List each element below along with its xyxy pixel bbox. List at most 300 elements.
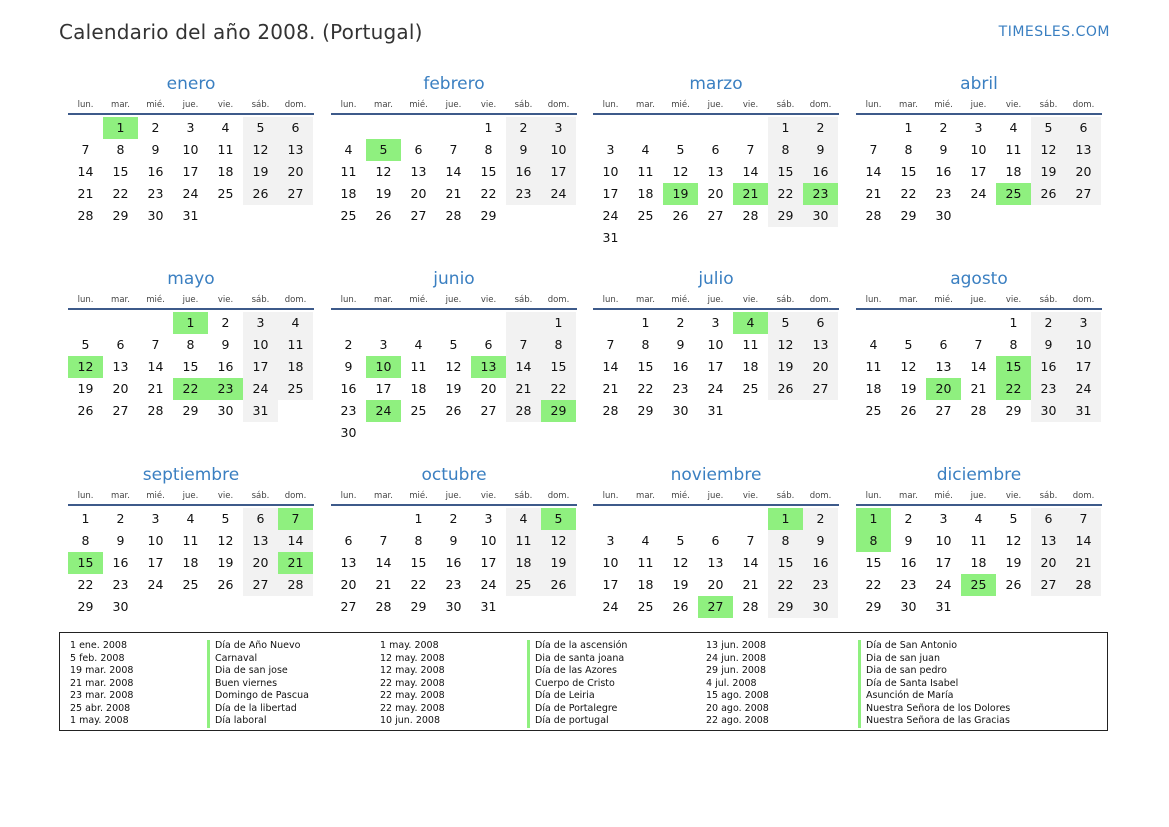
day-grid	[856, 508, 1102, 618]
legend-date: 5 feb. 2008	[70, 652, 125, 664]
empty-day-cell	[436, 312, 471, 334]
day-cell: 17	[243, 356, 278, 378]
weekday-label: dom.	[809, 295, 832, 305]
weekday-label: dom.	[284, 491, 307, 501]
weekday-label: lun.	[865, 100, 882, 110]
day-cell: 13	[278, 139, 313, 161]
legend-date: 12 may. 2008	[380, 652, 445, 664]
holiday-day-cell: 24	[366, 400, 401, 422]
day-cell: 24	[541, 183, 576, 205]
day-cell: 3	[379, 337, 388, 352]
legend-date: 29 jun. 2008	[706, 665, 767, 676]
day-cell: 28	[1066, 574, 1101, 596]
day-cell: 31	[1066, 400, 1101, 422]
day-cell: 16	[147, 164, 164, 179]
day-cell: 3	[186, 120, 195, 135]
day-cell: 22	[768, 183, 803, 205]
weekday-label: mié.	[934, 295, 953, 305]
day-cell: 20	[278, 161, 313, 183]
day-cell: 2	[449, 511, 458, 526]
day-grid	[331, 117, 577, 227]
holiday-day-cell: 10	[366, 356, 401, 378]
day-cell: 15	[768, 161, 803, 183]
legend-date: 15 ago. 2008	[706, 690, 769, 701]
day-cell: 10	[243, 334, 278, 356]
day-cell: 2	[344, 337, 353, 352]
day-cell: 15	[410, 555, 427, 570]
day-cell: 26	[672, 208, 689, 223]
day-cell: 4	[344, 142, 353, 157]
day-cell: 11	[970, 533, 987, 548]
day-cell: 3	[541, 117, 576, 139]
day-cell: 5	[676, 533, 685, 548]
holiday-day-cell: 7	[278, 508, 313, 530]
day-cell: 13	[935, 359, 952, 374]
day-cell: 17	[970, 164, 987, 179]
day-cell: 26	[900, 403, 917, 418]
legend-holiday-name: Nuestra Señora de los Dolores	[858, 703, 1010, 716]
day-cell: 11	[410, 359, 427, 374]
weekday-label: mié.	[146, 295, 165, 305]
legend-date: 23 mar. 2008	[70, 690, 134, 701]
month-name: marzo	[689, 74, 743, 94]
legend-holiday-name: Día laboral	[207, 715, 309, 728]
day-cell: 7	[1066, 508, 1101, 530]
day-cell: 3	[243, 312, 278, 334]
weekday-header	[593, 294, 839, 310]
day-cell: 20	[340, 577, 357, 592]
legend-holiday-name: Dia de san jose	[207, 665, 309, 678]
day-cell: 20	[1066, 161, 1101, 183]
weekday-label: mar.	[636, 100, 655, 110]
empty-day-cell	[331, 508, 366, 530]
day-cell: 22	[637, 381, 654, 396]
day-cell: 2	[904, 511, 913, 526]
day-cell: 10	[707, 337, 724, 352]
weekday-label: mié.	[934, 100, 953, 110]
legend-date: 1 ene. 2008	[70, 640, 127, 651]
day-cell: 16	[803, 161, 838, 183]
day-cell: 27	[243, 574, 278, 596]
weekday-label: dom.	[284, 295, 307, 305]
month-name: julio	[698, 269, 734, 289]
holiday-day-cell: 23	[803, 183, 838, 205]
empty-day-cell	[926, 312, 961, 334]
day-cell: 21	[970, 381, 987, 396]
day-cell: 29	[900, 208, 917, 223]
day-cell: 6	[1066, 117, 1101, 139]
weekday-label: vie.	[480, 295, 497, 305]
day-cell: 9	[939, 142, 948, 157]
day-cell: 13	[112, 359, 129, 374]
day-cell: 29	[768, 205, 803, 227]
day-cell: 30	[900, 599, 917, 614]
day-cell: 15	[480, 164, 497, 179]
day-cell: 8	[414, 533, 423, 548]
empty-day-cell	[471, 312, 506, 334]
day-cell: 8	[186, 337, 195, 352]
weekday-label: lun.	[77, 100, 94, 110]
day-cell: 1	[484, 120, 493, 135]
day-cell: 3	[939, 511, 948, 526]
day-cell: 27	[707, 208, 724, 223]
day-cell: 12	[672, 164, 689, 179]
empty-day-cell	[506, 312, 541, 334]
holiday-day-cell: 8	[856, 530, 891, 552]
day-cell: 7	[606, 337, 615, 352]
day-cell: 17	[707, 359, 724, 374]
day-cell: 8	[768, 139, 803, 161]
day-cell: 21	[865, 186, 882, 201]
weekday-header	[856, 99, 1102, 115]
day-cell: 25	[865, 403, 882, 418]
day-cell: 28	[77, 208, 94, 223]
holiday-day-cell: 22	[996, 378, 1031, 400]
day-cell: 15	[637, 359, 654, 374]
day-cell: 31	[935, 599, 952, 614]
day-cell: 5	[221, 511, 230, 526]
weekday-label: mar.	[374, 295, 393, 305]
empty-day-cell	[698, 508, 733, 530]
weekday-label: jue.	[445, 295, 462, 305]
day-cell: 11	[865, 359, 882, 374]
day-cell: 14	[1066, 530, 1101, 552]
day-cell: 20	[410, 186, 427, 201]
weekday-label: dom.	[547, 491, 570, 501]
holiday-day-cell: 1	[856, 508, 891, 530]
day-cell: 16	[112, 555, 129, 570]
day-cell: 6	[278, 117, 313, 139]
day-cell: 19	[1031, 161, 1066, 183]
day-cell: 18	[742, 359, 759, 374]
weekday-label: mié.	[409, 100, 428, 110]
day-cell: 5	[449, 337, 458, 352]
day-cell: 29	[112, 208, 129, 223]
weekday-label: vie.	[1005, 295, 1022, 305]
empty-day-cell	[628, 117, 663, 139]
empty-day-cell	[436, 117, 471, 139]
day-cell: 7	[869, 142, 878, 157]
legend-date: 22 may. 2008	[380, 690, 445, 701]
day-cell: 28	[742, 208, 759, 223]
legend-date: 1 may. 2008	[70, 715, 129, 726]
day-cell: 28	[602, 403, 619, 418]
day-cell: 25	[637, 208, 654, 223]
weekday-label: sáb.	[514, 100, 533, 110]
day-cell: 3	[1066, 312, 1101, 334]
day-cell: 11	[742, 337, 759, 352]
empty-day-cell	[856, 117, 891, 139]
day-cell: 29	[77, 599, 94, 614]
day-cell: 12	[1031, 139, 1066, 161]
day-cell: 14	[742, 555, 759, 570]
day-cell: 6	[414, 142, 423, 157]
legend-date: 21 mar. 2008	[70, 677, 134, 689]
day-cell: 22	[865, 577, 882, 592]
day-cell: 2	[151, 120, 160, 135]
day-cell: 22	[112, 186, 129, 201]
weekday-label: mié.	[934, 491, 953, 501]
day-cell: 2	[116, 511, 125, 526]
day-cell: 14	[278, 530, 313, 552]
holiday-day-cell: 23	[208, 378, 243, 400]
day-cell: 18	[1005, 164, 1022, 179]
day-cell: 16	[217, 359, 234, 374]
day-cell: 28	[742, 599, 759, 614]
day-cell: 22	[900, 186, 917, 201]
legend-holiday-name: Día de San Antonio	[858, 640, 1010, 653]
day-cell: 18	[865, 381, 882, 396]
holiday-day-cell: 1	[173, 312, 208, 334]
day-cell: 15	[900, 164, 917, 179]
weekday-label: jue.	[707, 295, 724, 305]
day-cell: 27	[112, 403, 129, 418]
weekday-label: mié.	[146, 100, 165, 110]
holiday-day-cell: 20	[926, 378, 961, 400]
empty-day-cell	[103, 312, 138, 334]
day-cell: 17	[602, 577, 619, 592]
day-cell: 7	[379, 533, 388, 548]
holiday-day-cell: 1	[768, 508, 803, 530]
day-cell: 26	[541, 574, 576, 596]
day-cell: 3	[711, 315, 720, 330]
weekday-label: sáb.	[251, 100, 270, 110]
weekday-label: mar.	[899, 100, 918, 110]
day-cell: 9	[1031, 334, 1066, 356]
day-cell: 27	[935, 403, 952, 418]
day-cell: 10	[602, 164, 619, 179]
day-cell: 5	[81, 337, 90, 352]
empty-day-cell	[366, 117, 401, 139]
day-cell: 26	[445, 403, 462, 418]
weekday-label: dom.	[809, 491, 832, 501]
day-cell: 6	[803, 312, 838, 334]
day-cell: 13	[410, 164, 427, 179]
weekday-label: mar.	[111, 491, 130, 501]
day-cell: 8	[116, 142, 125, 157]
day-cell: 23	[112, 577, 129, 592]
day-cell: 2	[939, 120, 948, 135]
day-cell: 9	[151, 142, 160, 157]
day-cell: 25	[410, 403, 427, 418]
month-abril	[856, 73, 1102, 227]
day-cell: 1	[1009, 315, 1018, 330]
day-cell: 29	[865, 599, 882, 614]
legend-date: 22 ago. 2008	[706, 715, 769, 726]
legend-holiday-name: Dia de santa joana	[527, 653, 627, 666]
day-cell: 12	[900, 359, 917, 374]
weekday-label: jue.	[445, 100, 462, 110]
legend-date: 20 ago. 2008	[706, 702, 769, 714]
day-cell: 17	[182, 164, 199, 179]
day-cell: 14	[375, 555, 392, 570]
day-cell: 18	[506, 552, 541, 574]
day-cell: 30	[803, 596, 838, 618]
day-grid	[856, 117, 1102, 227]
day-cell: 26	[768, 378, 803, 400]
day-cell: 31	[480, 599, 497, 614]
weekday-label: sáb.	[1039, 100, 1058, 110]
day-cell: 8	[1009, 337, 1018, 352]
day-cell: 19	[1005, 555, 1022, 570]
day-cell: 24	[602, 599, 619, 614]
day-cell: 17	[480, 555, 497, 570]
day-cell: 29	[768, 596, 803, 618]
day-cell: 9	[221, 337, 230, 352]
day-cell: 24	[243, 378, 278, 400]
day-cell: 11	[278, 334, 313, 356]
weekday-label: jue.	[970, 295, 987, 305]
legend-holiday-name: Día de Leiria	[527, 690, 627, 703]
day-cell: 16	[803, 552, 838, 574]
holiday-day-cell: 13	[471, 356, 506, 378]
day-cell: 18	[637, 577, 654, 592]
day-cell: 12	[672, 555, 689, 570]
day-cell: 9	[904, 533, 913, 548]
day-cell: 26	[1031, 183, 1066, 205]
holiday-day-cell: 21	[278, 552, 313, 574]
day-cell: 6	[711, 533, 720, 548]
day-cell: 23	[900, 577, 917, 592]
day-cell: 19	[77, 381, 94, 396]
day-cell: 24	[182, 186, 199, 201]
month-febrero	[331, 73, 577, 227]
day-cell: 13	[707, 164, 724, 179]
weekday-label: vie.	[742, 100, 759, 110]
day-cell: 29	[182, 403, 199, 418]
day-cell: 10	[541, 139, 576, 161]
day-cell: 3	[606, 533, 615, 548]
day-cell: 19	[541, 552, 576, 574]
day-cell: 9	[344, 359, 353, 374]
holiday-day-cell: 5	[366, 139, 401, 161]
empty-day-cell	[628, 508, 663, 530]
weekday-label: vie.	[1005, 100, 1022, 110]
month-name: septiembre	[142, 465, 240, 485]
day-cell: 6	[243, 508, 278, 530]
legend-holiday-name: Domingo de Pascua	[207, 690, 309, 703]
day-cell: 22	[480, 186, 497, 201]
day-cell: 4	[506, 508, 541, 530]
day-cell: 25	[506, 574, 541, 596]
weekday-label: mar.	[636, 491, 655, 501]
day-cell: 2	[676, 315, 685, 330]
holiday-day-cell: 12	[68, 356, 103, 378]
weekday-label: dom.	[809, 100, 832, 110]
empty-day-cell	[961, 312, 996, 334]
weekday-header	[593, 99, 839, 115]
day-cell: 11	[506, 530, 541, 552]
day-cell: 31	[602, 230, 619, 245]
day-cell: 15	[541, 356, 576, 378]
day-cell: 9	[116, 533, 125, 548]
holiday-day-cell: 19	[663, 183, 698, 205]
weekday-label: lun.	[865, 491, 882, 501]
day-cell: 3	[484, 511, 493, 526]
weekday-label: dom.	[1072, 491, 1095, 501]
day-cell: 1	[541, 312, 576, 334]
day-cell: 12	[1005, 533, 1022, 548]
day-cell: 5	[768, 312, 803, 334]
day-cell: 17	[375, 381, 392, 396]
month-noviembre	[593, 464, 839, 618]
brand-link[interactable]: TIMESLES.COM	[998, 24, 1110, 40]
day-cell: 1	[641, 315, 650, 330]
holiday-day-cell: 4	[733, 312, 768, 334]
day-cell: 10	[147, 533, 164, 548]
day-cell: 12	[217, 533, 234, 548]
day-cell: 21	[445, 186, 462, 201]
weekday-label: lun.	[77, 295, 94, 305]
weekday-label: mié.	[671, 100, 690, 110]
weekday-label: lun.	[865, 295, 882, 305]
legend-date: 4 jul. 2008	[706, 677, 757, 689]
day-cell: 18	[278, 356, 313, 378]
day-cell: 26	[1005, 577, 1022, 592]
day-cell: 21	[147, 381, 164, 396]
day-cell: 5	[904, 337, 913, 352]
day-cell: 23	[672, 381, 689, 396]
day-cell: 13	[340, 555, 357, 570]
holiday-day-cell: 25	[961, 574, 996, 596]
day-cell: 11	[340, 164, 357, 179]
month-name: agosto	[950, 269, 1008, 289]
weekday-label: dom.	[1072, 295, 1095, 305]
day-cell: 27	[410, 208, 427, 223]
day-cell: 1	[768, 117, 803, 139]
weekday-header	[331, 294, 577, 310]
day-cell: 20	[112, 381, 129, 396]
legend-names-col-1	[207, 640, 309, 728]
day-cell: 29	[410, 599, 427, 614]
empty-day-cell	[593, 508, 628, 530]
day-cell: 17	[541, 161, 576, 183]
legend-date: 10 jun. 2008	[380, 715, 441, 726]
weekday-label: mar.	[374, 491, 393, 501]
day-cell: 14	[445, 164, 462, 179]
legend-holiday-name: Día de la libertad	[207, 703, 309, 716]
day-cell: 21	[602, 381, 619, 396]
empty-day-cell	[733, 508, 768, 530]
day-cell: 30	[112, 599, 129, 614]
day-grid	[68, 508, 314, 618]
weekday-label: lun.	[602, 100, 619, 110]
weekday-label: dom.	[284, 100, 307, 110]
month-septiembre	[68, 464, 314, 618]
day-cell: 22	[541, 378, 576, 400]
day-cell: 19	[217, 555, 234, 570]
legend-names-col-3	[858, 640, 1010, 728]
day-cell: 28	[147, 403, 164, 418]
day-cell: 3	[151, 511, 160, 526]
day-cell: 3	[606, 142, 615, 157]
weekday-header	[68, 490, 314, 506]
day-cell: 30	[1031, 400, 1066, 422]
weekday-header	[593, 490, 839, 506]
empty-day-cell	[593, 312, 628, 334]
day-cell: 14	[147, 359, 164, 374]
day-cell: 27	[480, 403, 497, 418]
weekday-label: sáb.	[776, 295, 795, 305]
weekday-header	[856, 294, 1102, 310]
empty-day-cell	[366, 508, 401, 530]
day-cell: 6	[484, 337, 493, 352]
weekday-label: mié.	[409, 295, 428, 305]
day-cell: 26	[77, 403, 94, 418]
legend-holiday-name: Día de las Azores	[527, 665, 627, 678]
day-cell: 28	[445, 208, 462, 223]
day-cell: 20	[1031, 552, 1066, 574]
